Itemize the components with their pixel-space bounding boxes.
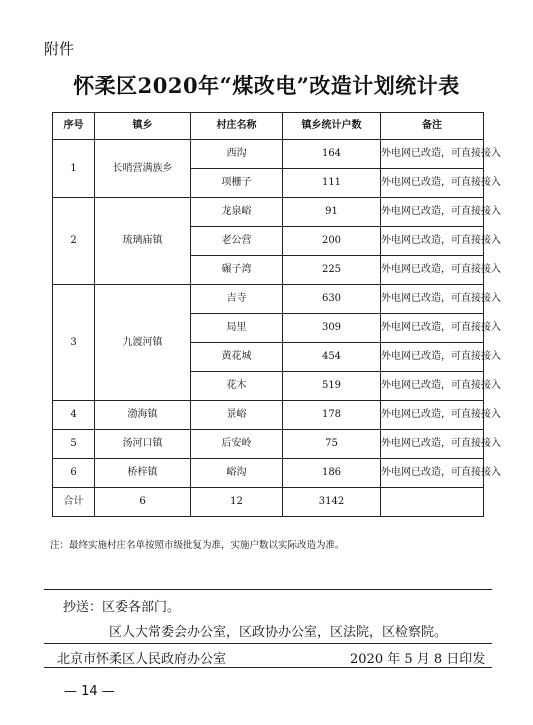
row-number: 3 xyxy=(53,285,95,401)
village-name: 碾子湾 xyxy=(191,256,283,285)
village-name: 老公营 xyxy=(191,227,283,256)
note-cell: 外电网已改造，可直接接入 xyxy=(381,285,484,314)
table-row xyxy=(53,140,484,169)
table-row xyxy=(53,430,484,459)
row-number: 2 xyxy=(53,198,95,285)
issue-date: 2020 年 5 月 8 日印发 xyxy=(350,652,486,667)
village-name: 项栅子 xyxy=(191,169,283,198)
town-name: 桥梓镇 xyxy=(95,459,191,488)
page-number: — 14 — xyxy=(64,684,115,699)
total-row xyxy=(53,488,484,517)
village-name: 后安岭 xyxy=(191,430,283,459)
cc-line-2: 区人大常委会办公室，区政协办公室，区法院，区检察院。 xyxy=(109,625,448,640)
note-cell: 外电网已改造，可直接接入 xyxy=(381,256,484,285)
household-count: 200 xyxy=(283,227,381,256)
issuing-office: 北京市怀柔区人民政府办公室 xyxy=(57,652,227,667)
note-cell: 外电网已改造，可直接接入 xyxy=(381,343,484,372)
household-count: 111 xyxy=(283,169,381,198)
town-name: 汤河口镇 xyxy=(95,430,191,459)
row-number: 1 xyxy=(53,140,95,198)
attachment-label: 附件 xyxy=(44,40,75,58)
note-cell: 外电网已改造，可直接接入 xyxy=(381,459,484,488)
village-name: 龙泉峪 xyxy=(191,198,283,227)
divider-middle xyxy=(44,643,492,644)
household-count: 519 xyxy=(283,372,381,401)
village-name: 西沟 xyxy=(191,140,283,169)
document-title: 怀柔区2020年“煤改电”改造计划统计表 xyxy=(73,73,460,98)
household-count: 178 xyxy=(283,401,381,430)
table-header-row xyxy=(53,113,484,140)
note-cell: 外电网已改造，可直接接入 xyxy=(381,430,484,459)
row-number: 6 xyxy=(53,459,95,488)
note-cell: 外电网已改造，可直接接入 xyxy=(381,372,484,401)
village-name: 吉寺 xyxy=(191,285,283,314)
town-name: 渤海镇 xyxy=(95,401,191,430)
row-number: 5 xyxy=(53,430,95,459)
total-label: 合计 xyxy=(53,488,95,517)
col-header-village: 村庄名称 xyxy=(191,113,283,140)
table-footnote: 注：最终实施村庄名单按照市级批复为准，实施户数以实际改造为准。 xyxy=(50,540,345,551)
table-row xyxy=(53,459,484,488)
household-count: 225 xyxy=(283,256,381,285)
col-header-no: 序号 xyxy=(53,113,95,140)
note-cell: 外电网已改造，可直接接入 xyxy=(381,314,484,343)
note-cell: 外电网已改造，可直接接入 xyxy=(381,227,484,256)
statistics-table xyxy=(52,112,501,517)
table-row xyxy=(53,285,484,314)
total-note xyxy=(381,488,484,517)
total-villages: 12 xyxy=(191,488,283,517)
village-name: 花木 xyxy=(191,372,283,401)
total-towns: 6 xyxy=(95,488,191,517)
note-cell: 外电网已改造，可直接接入 xyxy=(381,140,484,169)
note-cell: 外电网已改造，可直接接入 xyxy=(381,401,484,430)
note-cell: 外电网已改造，可直接接入 xyxy=(381,198,484,227)
total-households: 3142 xyxy=(283,488,381,517)
household-count: 91 xyxy=(283,198,381,227)
cc-line-1: 抄送：区委各部门。 xyxy=(63,600,181,615)
table-row xyxy=(53,198,484,227)
village-name: 黄花城 xyxy=(191,343,283,372)
note-cell: 外电网已改造，可直接接入 xyxy=(381,169,484,198)
divider-top xyxy=(44,589,492,590)
table-row xyxy=(53,401,484,430)
household-count: 75 xyxy=(283,430,381,459)
divider-bottom xyxy=(44,667,492,668)
col-header-households: 镇乡统计户数 xyxy=(283,113,381,140)
household-count: 186 xyxy=(283,459,381,488)
town-name: 长哨营满族乡 xyxy=(95,140,191,198)
village-name: 景峪 xyxy=(191,401,283,430)
household-count: 630 xyxy=(283,285,381,314)
row-number: 4 xyxy=(53,401,95,430)
household-count: 454 xyxy=(283,343,381,372)
village-name: 局里 xyxy=(191,314,283,343)
town-name: 九渡河镇 xyxy=(95,285,191,401)
col-header-town: 镇乡 xyxy=(95,113,191,140)
village-name: 峪沟 xyxy=(191,459,283,488)
col-header-note: 备注 xyxy=(381,113,484,140)
household-count: 164 xyxy=(283,140,381,169)
town-name: 琉璃庙镇 xyxy=(95,198,191,285)
household-count: 309 xyxy=(283,314,381,343)
